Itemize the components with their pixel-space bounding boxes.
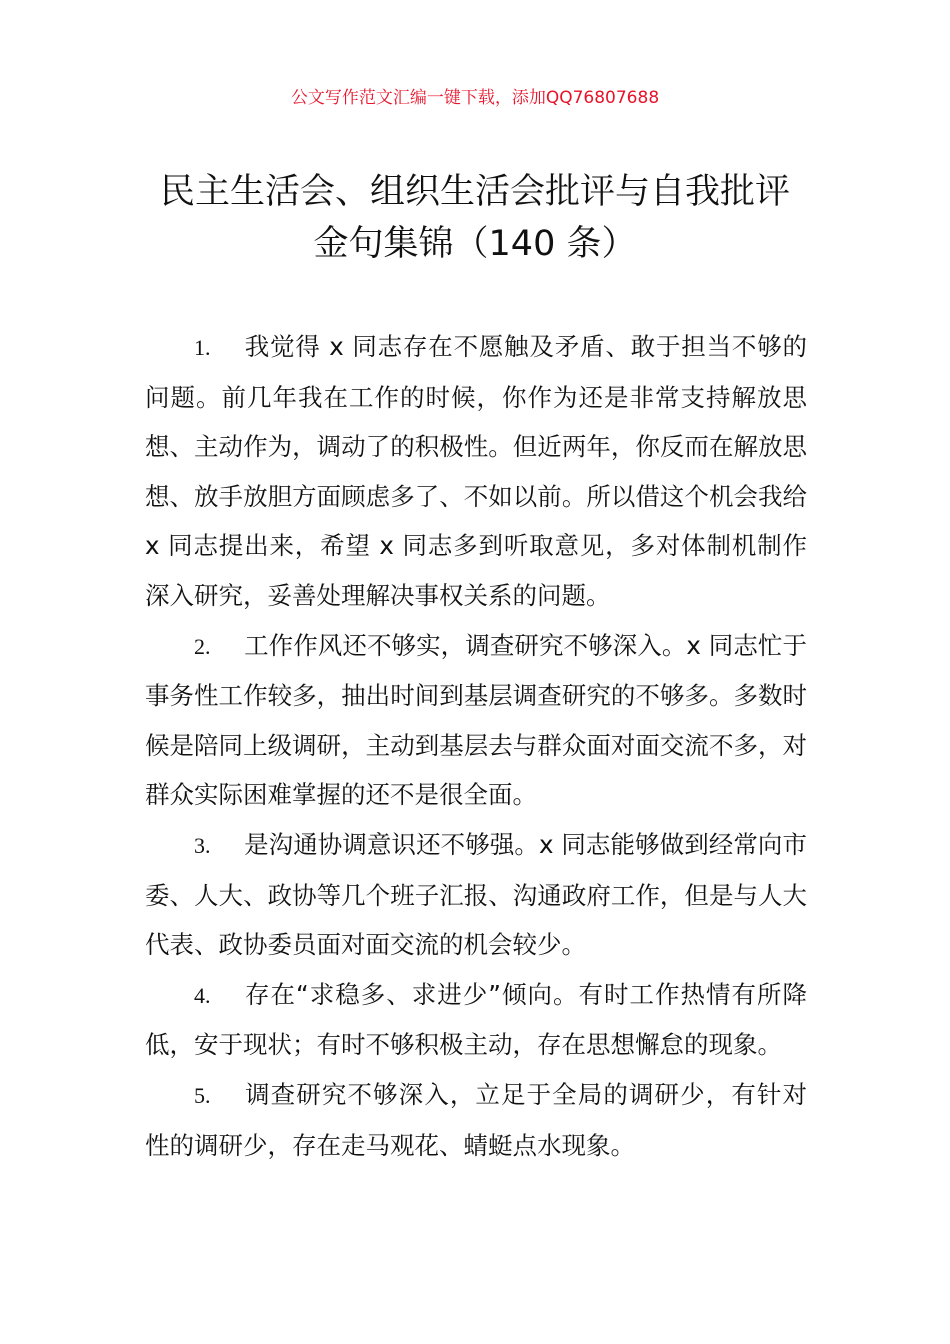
item-number: 4. bbox=[194, 982, 211, 1008]
item-number: 5. bbox=[194, 1082, 211, 1108]
header-banner: 公文写作范文汇编一键下载，添加QQ76807688 bbox=[290, 88, 660, 108]
list-item bbox=[145, 621, 807, 820]
item-text: 是沟通协调意识还不够强。x 同志能够做到经常向市委、人大、政协等几个班子汇报、沟通政府工作，但是与人大代表、政协委员面对面交流的机会较少。 bbox=[145, 829, 807, 960]
item-number: 2. bbox=[194, 633, 211, 659]
item-text: 存在“求稳多、求进少”倾向。有时工作热情有所降低，安于现状；有时不够积极主动，存在思想懈怠的现象。 bbox=[145, 979, 807, 1060]
document-title bbox=[140, 166, 810, 270]
title-line-2: 金句集锦（140 条） bbox=[313, 224, 637, 264]
list-item bbox=[145, 322, 807, 621]
document-body bbox=[145, 322, 807, 1170]
item-text: 工作作风还不够实，调查研究不够深入。x 同志忙于事务性工作较多，抽出时间到基层调查研究的不够多。多数时候是陪同上级调研，主动到基层去与群众面对面交流不多，对群众实际困难掌握的还不是很全面。 bbox=[145, 630, 807, 810]
item-text: 我觉得 x 同志存在不愿触及矛盾、敢于担当不够的问题。前几年我在工作的时候，你作为还是非常支持解放思想、主动作为，调动了的积极性。但近两年，你反而在解放思想、放手放胆方面顾虑多了、不如以前。所以借这个机会我给 x 同志提出来，希望 x 同志多到听取意见，多对体制机制作深入研究，妥善处理解决事权关系的问题。 bbox=[145, 332, 807, 610]
list-item bbox=[145, 970, 807, 1070]
list-item bbox=[145, 820, 807, 970]
title-line-1: 民主生活会、组织生活会批评与自我批评 bbox=[159, 172, 790, 212]
item-number: 1. bbox=[194, 335, 211, 360]
list-item bbox=[145, 1070, 807, 1170]
item-text: 调查研究不够深入，立足于全局的调研少，有针对性的调研少，存在走马观花、蜻蜓点水现象。 bbox=[145, 1079, 807, 1160]
item-number: 3. bbox=[194, 832, 211, 858]
